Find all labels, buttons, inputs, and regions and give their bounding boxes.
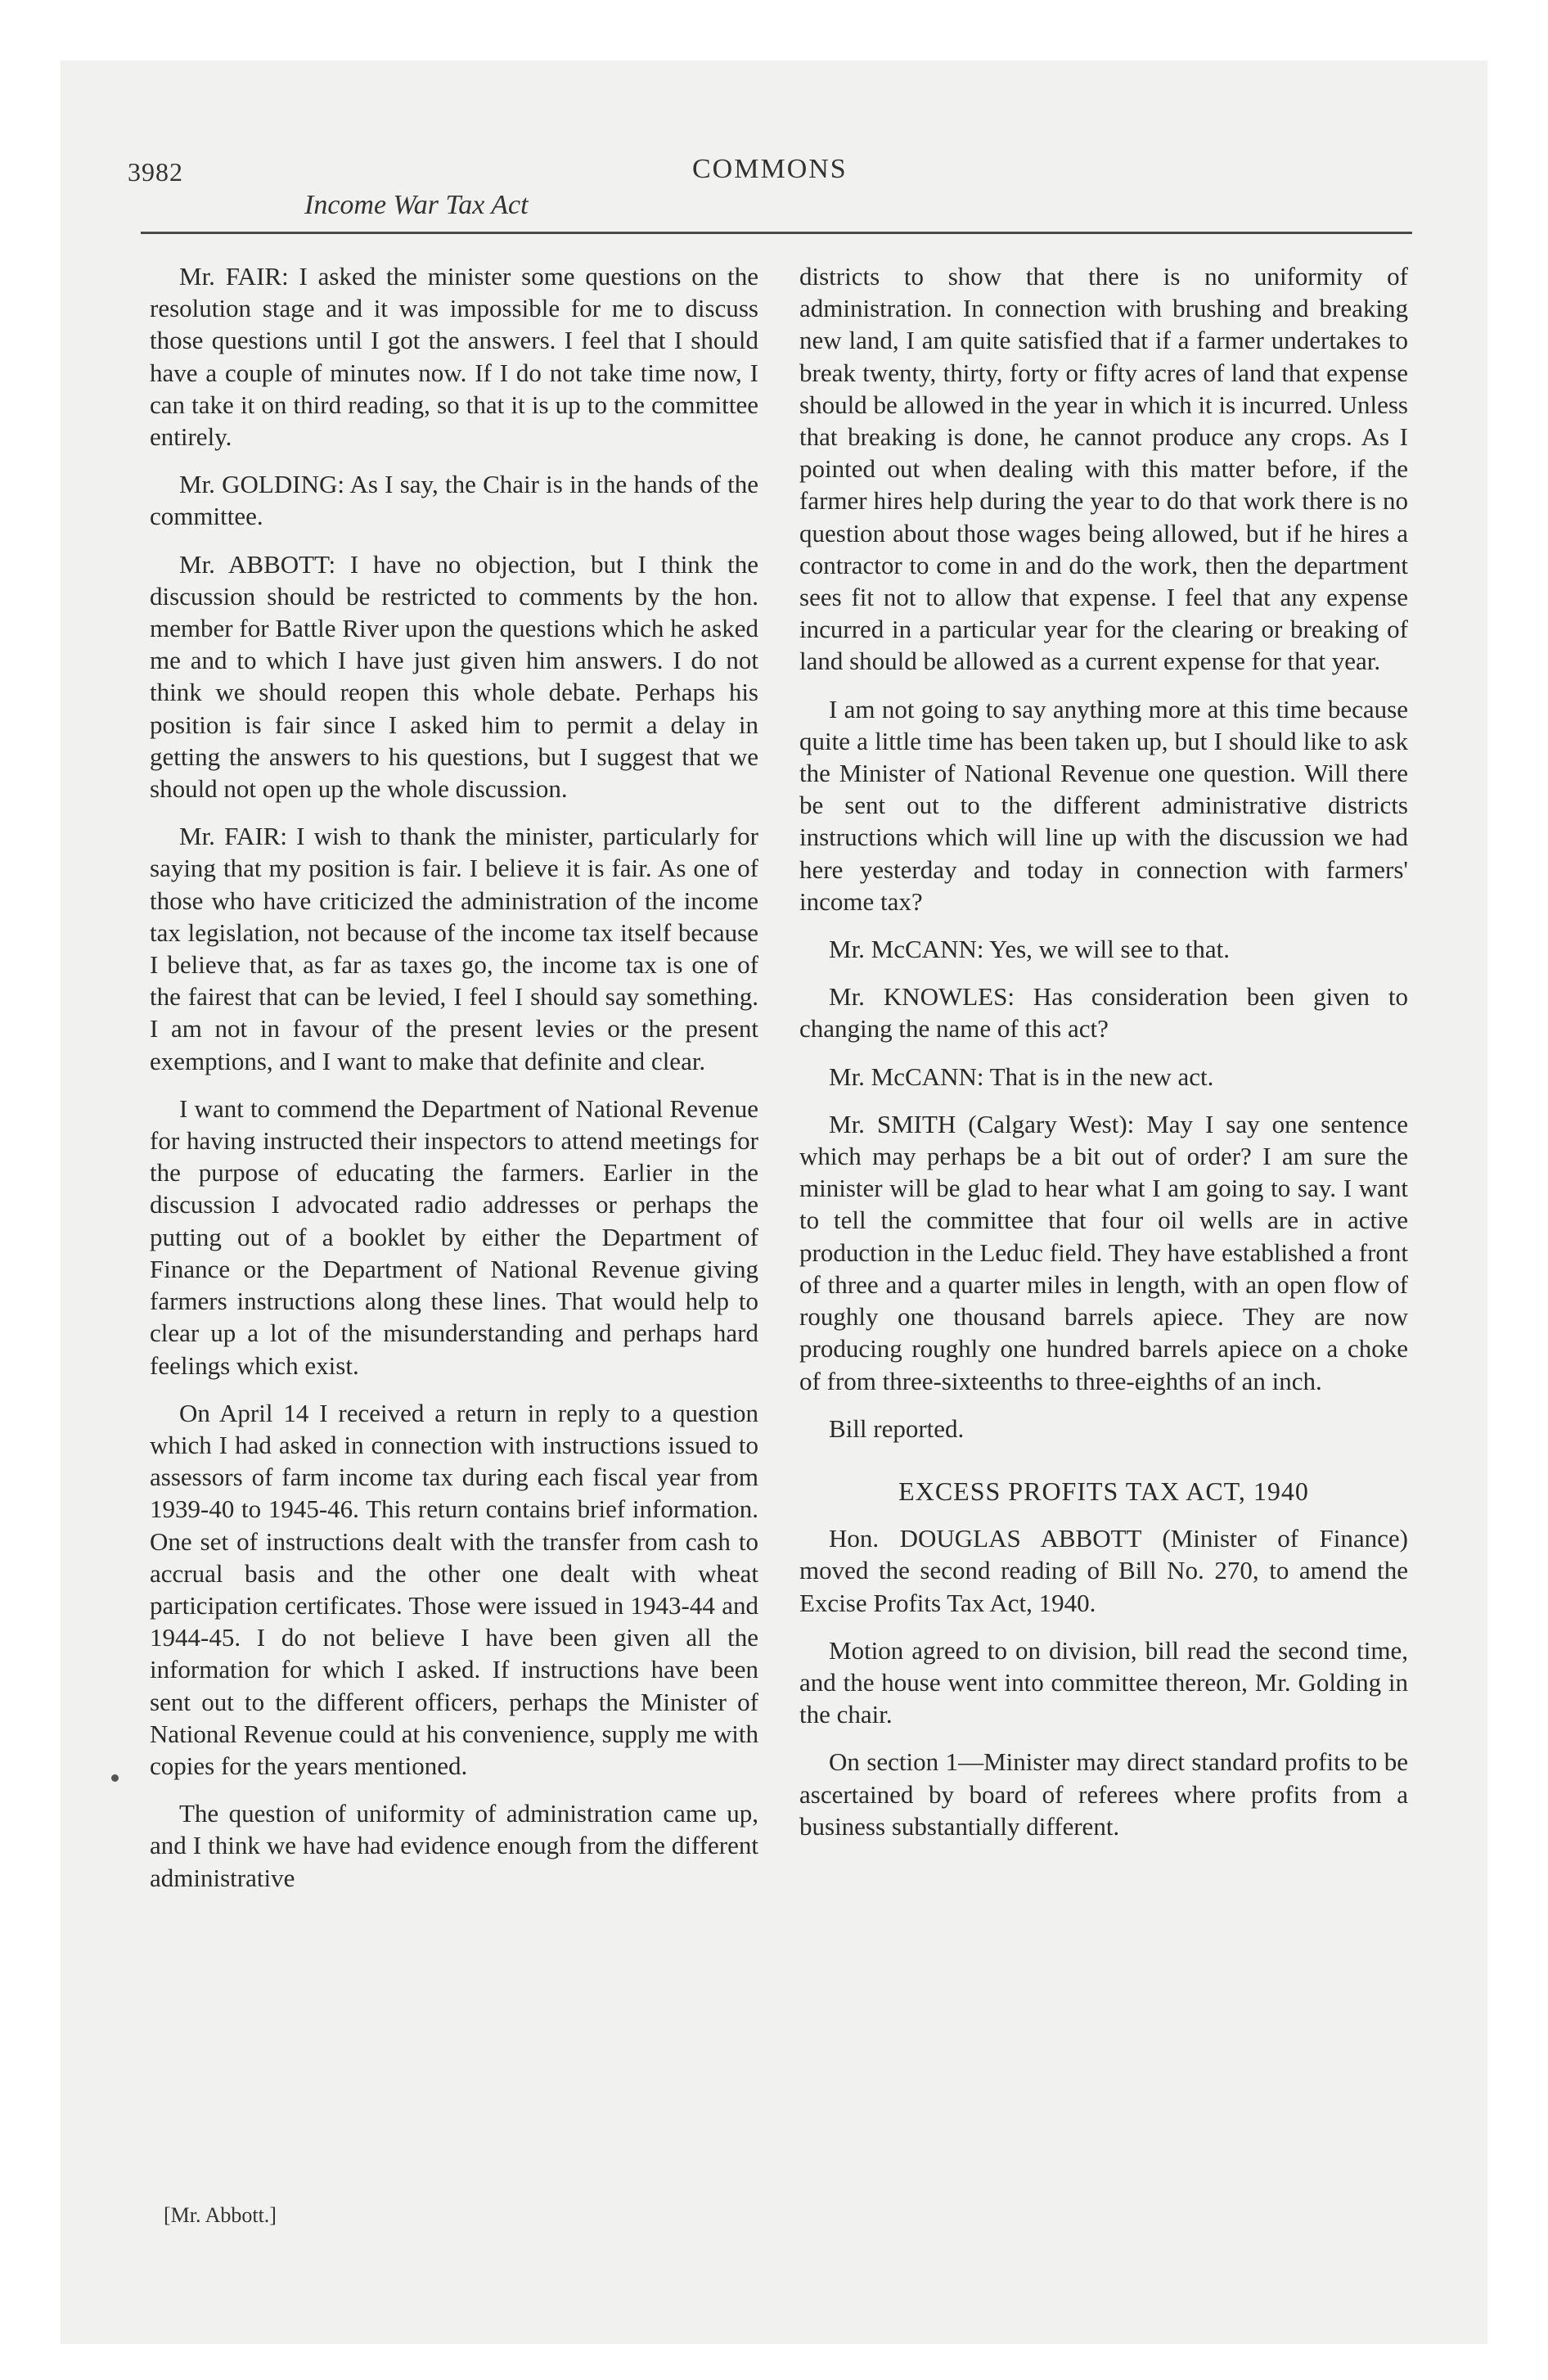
page-title: COMMONS: [692, 154, 848, 184]
paragraph: Mr. GOLDING: As I say, the Chair is in the hands of the committee.: [150, 470, 758, 531]
paragraph: I am not going to say anything more at this time because quite a little time has been taken up, but I should like to ask the Minister of National Revenue one question. Will there be sent out to the different administrative districts instructions which will line up with the discussion we had here yesterday and today in connection with farmers' income tax?: [799, 694, 1408, 916]
paragraph: Mr. McCANN: Yes, we will see to that.: [829, 935, 1230, 964]
paragraph: districts to show that there is no uniformity of administration. In connection with brushing and breaking new land, I am quite satisfied that if a farmer undertakes to break twenty, thirty, forty or fifty acres of land that expense should be allowed in the year in which it is incurred. Unless that breaking is done, he cannot produce any crops. As I pointed out when dealing with this matter before, if the farmer hires help during the year to do that work there is no question about those wages being allowed, but if he hires a contractor to come in and do the work, then the department sees fit not to allow that expense. I feel that any expense incurred in a particular year for the clearing or breaking of land should be allowed as a current expense for that year.: [799, 262, 1408, 676]
paragraph: Mr. FAIR: I wish to thank the minister, particularly for saying that my position is fair. I believe it is fair. As one of those who have criticized the administration of the income tax legislation, not because of the income tax itself because I believe that, as far as taxes go, the income tax is one of the fairest that can be levied, I feel I should say something. I am not in favour of the present levies or the present exemptions, and I want to make that definite and clear.: [150, 822, 758, 1075]
left-column: [150, 260, 758, 1909]
section-heading: EXCESS PROFITS TAX ACT, 1940: [898, 1476, 1309, 1506]
header-rule: [141, 232, 1412, 234]
paragraph: Hon. DOUGLAS ABBOTT (Minister of Finance) moved the second reading of Bill No. 270, to amend the Excise Profits Tax Act, 1940.: [799, 1524, 1408, 1617]
paragraph: On April 14 I received a return in reply to a question which I had asked in connection with instructions issued to assessors of farm income tax during each fiscal year from 1939-40 to 1945-46. This return contains brief information. One set of instructions dealt with the transfer from cash to accrual basis and the other one dealt with wheat participation certificates. Those were issued in 1943-44 and 1944-45. I do not believe I have been given all the information for which I asked. If instructions have been sent out to the different officers, perhaps the Minister of National Revenue could at his convenience, supply me with copies for the years mentioned.: [150, 1398, 758, 1780]
paragraph: Mr. McCANN: That is in the new act.: [829, 1062, 1214, 1091]
footer-speaker-note: [Mr. Abbott.]: [164, 2203, 277, 2227]
page-number: 3982: [128, 157, 183, 187]
right-column: [799, 260, 1408, 1858]
paragraph: Bill reported.: [829, 1413, 965, 1443]
margin-dot: [111, 1774, 119, 1782]
paragraph: Mr. FAIR: I asked the minister some questions on the resolution stage and it was impossible for me to discuss those questions until I got the answers. I feel that I should have a couple of minutes now. If I do not take time now, I can take it on third reading, so that it is up to the committee entirely.: [150, 262, 758, 452]
paragraph: Mr. KNOWLES: Has consideration been given to changing the name of this act?: [799, 982, 1408, 1044]
paragraph: Motion agreed to on division, bill read the second time, and the house went into committee thereon, Mr. Golding in the chair.: [799, 1635, 1408, 1729]
paragraph: On section 1—Minister may direct standard profits to be ascertained by board of referees where profits from a business substantially different.: [799, 1747, 1408, 1841]
paragraph: I want to commend the Department of National Revenue for having instructed their inspectors to attend meetings for the purpose of educating the farmers. Earlier in the discussion I advocated radio addresses or perhaps the putting out of a booklet by either the Department of Finance or the Department of National Revenue giving farmers instructions along these lines. That would help to clear up a lot of the misunderstanding and perhaps hard feelings which exist.: [150, 1093, 758, 1380]
paragraph: The question of uniformity of administration came up, and I think we have had evidence enough from the different administrative: [150, 1799, 758, 1892]
running-head: Income War Tax Act: [304, 190, 529, 220]
paragraph: Mr. ABBOTT: I have no objection, but I think the discussion should be restricted to comments by the hon. member for Battle River upon the questions which he asked me and to which I have just given him answers. I do not think we should reopen this whole debate. Perhaps his position is fair since I asked him to permit a delay in getting the answers to his questions, but I suggest that we should not open up the whole discussion.: [150, 549, 758, 804]
paragraph: Mr. SMITH (Calgary West): May I say one sentence which may perhaps be a bit out of order? I am sure the minister will be glad to hear what I am going to say. I want to tell the committee that four oil wells are in active production in the Leduc field. They have established a front of three and a quarter miles in length, with an open flow of roughly one thousand barrels apiece. They are now producing roughly one hundred barrels apiece on a choke of from three-sixteenths to three-eighths of an inch.: [799, 1109, 1408, 1395]
